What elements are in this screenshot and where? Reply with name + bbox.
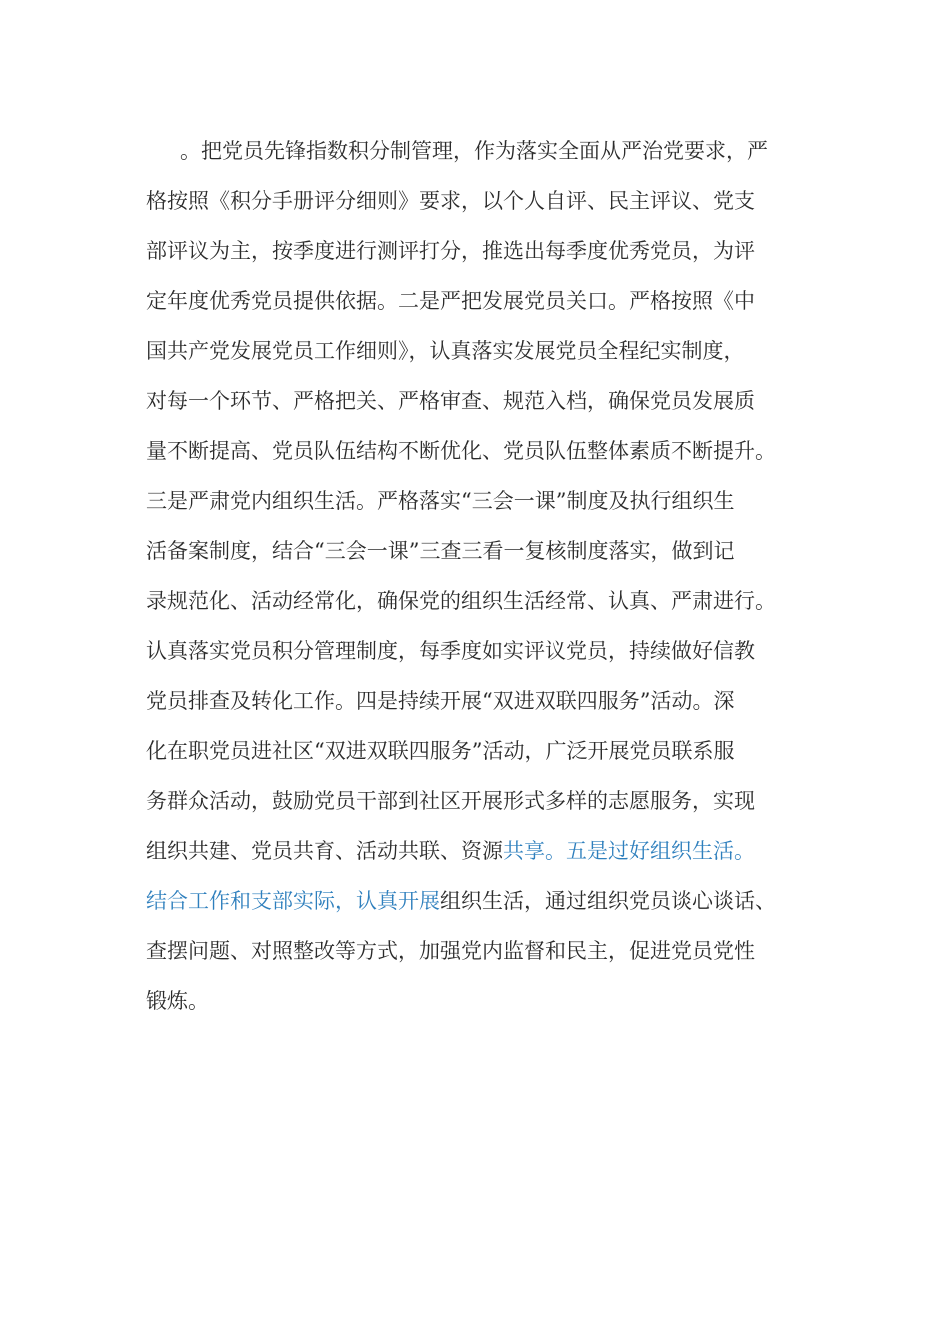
highlighted-text-segment: 结合工作和支部实际，认真开展 — [146, 889, 440, 913]
text-segment: 活备案制度，结合“三会一课”三查三看一复核制度落实，做到记 — [146, 539, 735, 563]
text-segment: 格按照《积分手册评分细则》要求，以个人自评、民主评议、党支 — [146, 189, 755, 213]
text-segment: 录规范化、活动经常化，确保党的组织生活经常、认真、严肃进行。 — [146, 589, 776, 613]
text-line — [146, 976, 810, 1026]
text-line — [146, 476, 810, 526]
text-line — [146, 276, 810, 326]
highlighted-text-segment: 共享。五是过好组织生活。 — [503, 839, 755, 863]
text-line — [146, 776, 810, 826]
text-line — [146, 926, 810, 976]
text-line — [146, 176, 810, 226]
text-segment: 党员排查及转化工作。四是持续开展“双进双联四服务”活动。深 — [146, 689, 735, 713]
text-line — [146, 526, 810, 576]
text-segment: 务群众活动，鼓励党员干部到社区开展形式多样的志愿服务，实现 — [146, 789, 755, 813]
paragraph — [146, 126, 810, 1026]
text-segment: 查摆问题、对照整改等方式，加强党内监督和民主，促进党员党性 — [146, 939, 755, 963]
text-line — [146, 326, 810, 376]
text-segment: 对每一个环节、严格把关、严格审查、规范入档，确保党员发展质 — [146, 389, 755, 413]
text-line — [146, 676, 810, 726]
text-line — [146, 876, 810, 926]
text-line — [146, 376, 810, 426]
text-segment: 组织生活，通过组织党员谈心谈话、 — [440, 889, 776, 913]
text-segment: 定年度优秀党员提供依据。二是严把发展党员关口。严格按照《中 — [146, 289, 755, 313]
text-line — [146, 626, 810, 676]
text-line — [146, 826, 810, 876]
text-segment: 部评议为主，按季度进行测评打分，推选出每季度优秀党员，为评 — [146, 239, 755, 263]
text-line — [146, 726, 810, 776]
text-segment: 三是严肃党内组织生活。严格落实“三会一课”制度及执行组织生 — [146, 489, 735, 513]
text-segment: 国共产党发展党员工作细则》，认真落实发展党员全程纪实制度， — [146, 339, 745, 363]
text-segment: 锻炼。 — [146, 989, 209, 1013]
text-line — [146, 426, 810, 476]
text-line — [146, 126, 810, 176]
text-line — [146, 576, 810, 626]
text-segment: 。把党员先锋指数积分制管理，作为落实全面从严治党要求，严 — [180, 139, 768, 163]
text-segment: 化在职党员进社区“双进双联四服务”活动，广泛开展党员联系服 — [146, 739, 735, 763]
text-segment: 量不断提高、党员队伍结构不断优化、党员队伍整体素质不断提升。 — [146, 439, 776, 463]
text-segment: 认真落实党员积分管理制度，每季度如实评议党员，持续做好信教 — [146, 639, 755, 663]
text-line — [146, 226, 810, 276]
text-segment: 组织共建、党员共育、活动共联、资源 — [146, 839, 503, 863]
